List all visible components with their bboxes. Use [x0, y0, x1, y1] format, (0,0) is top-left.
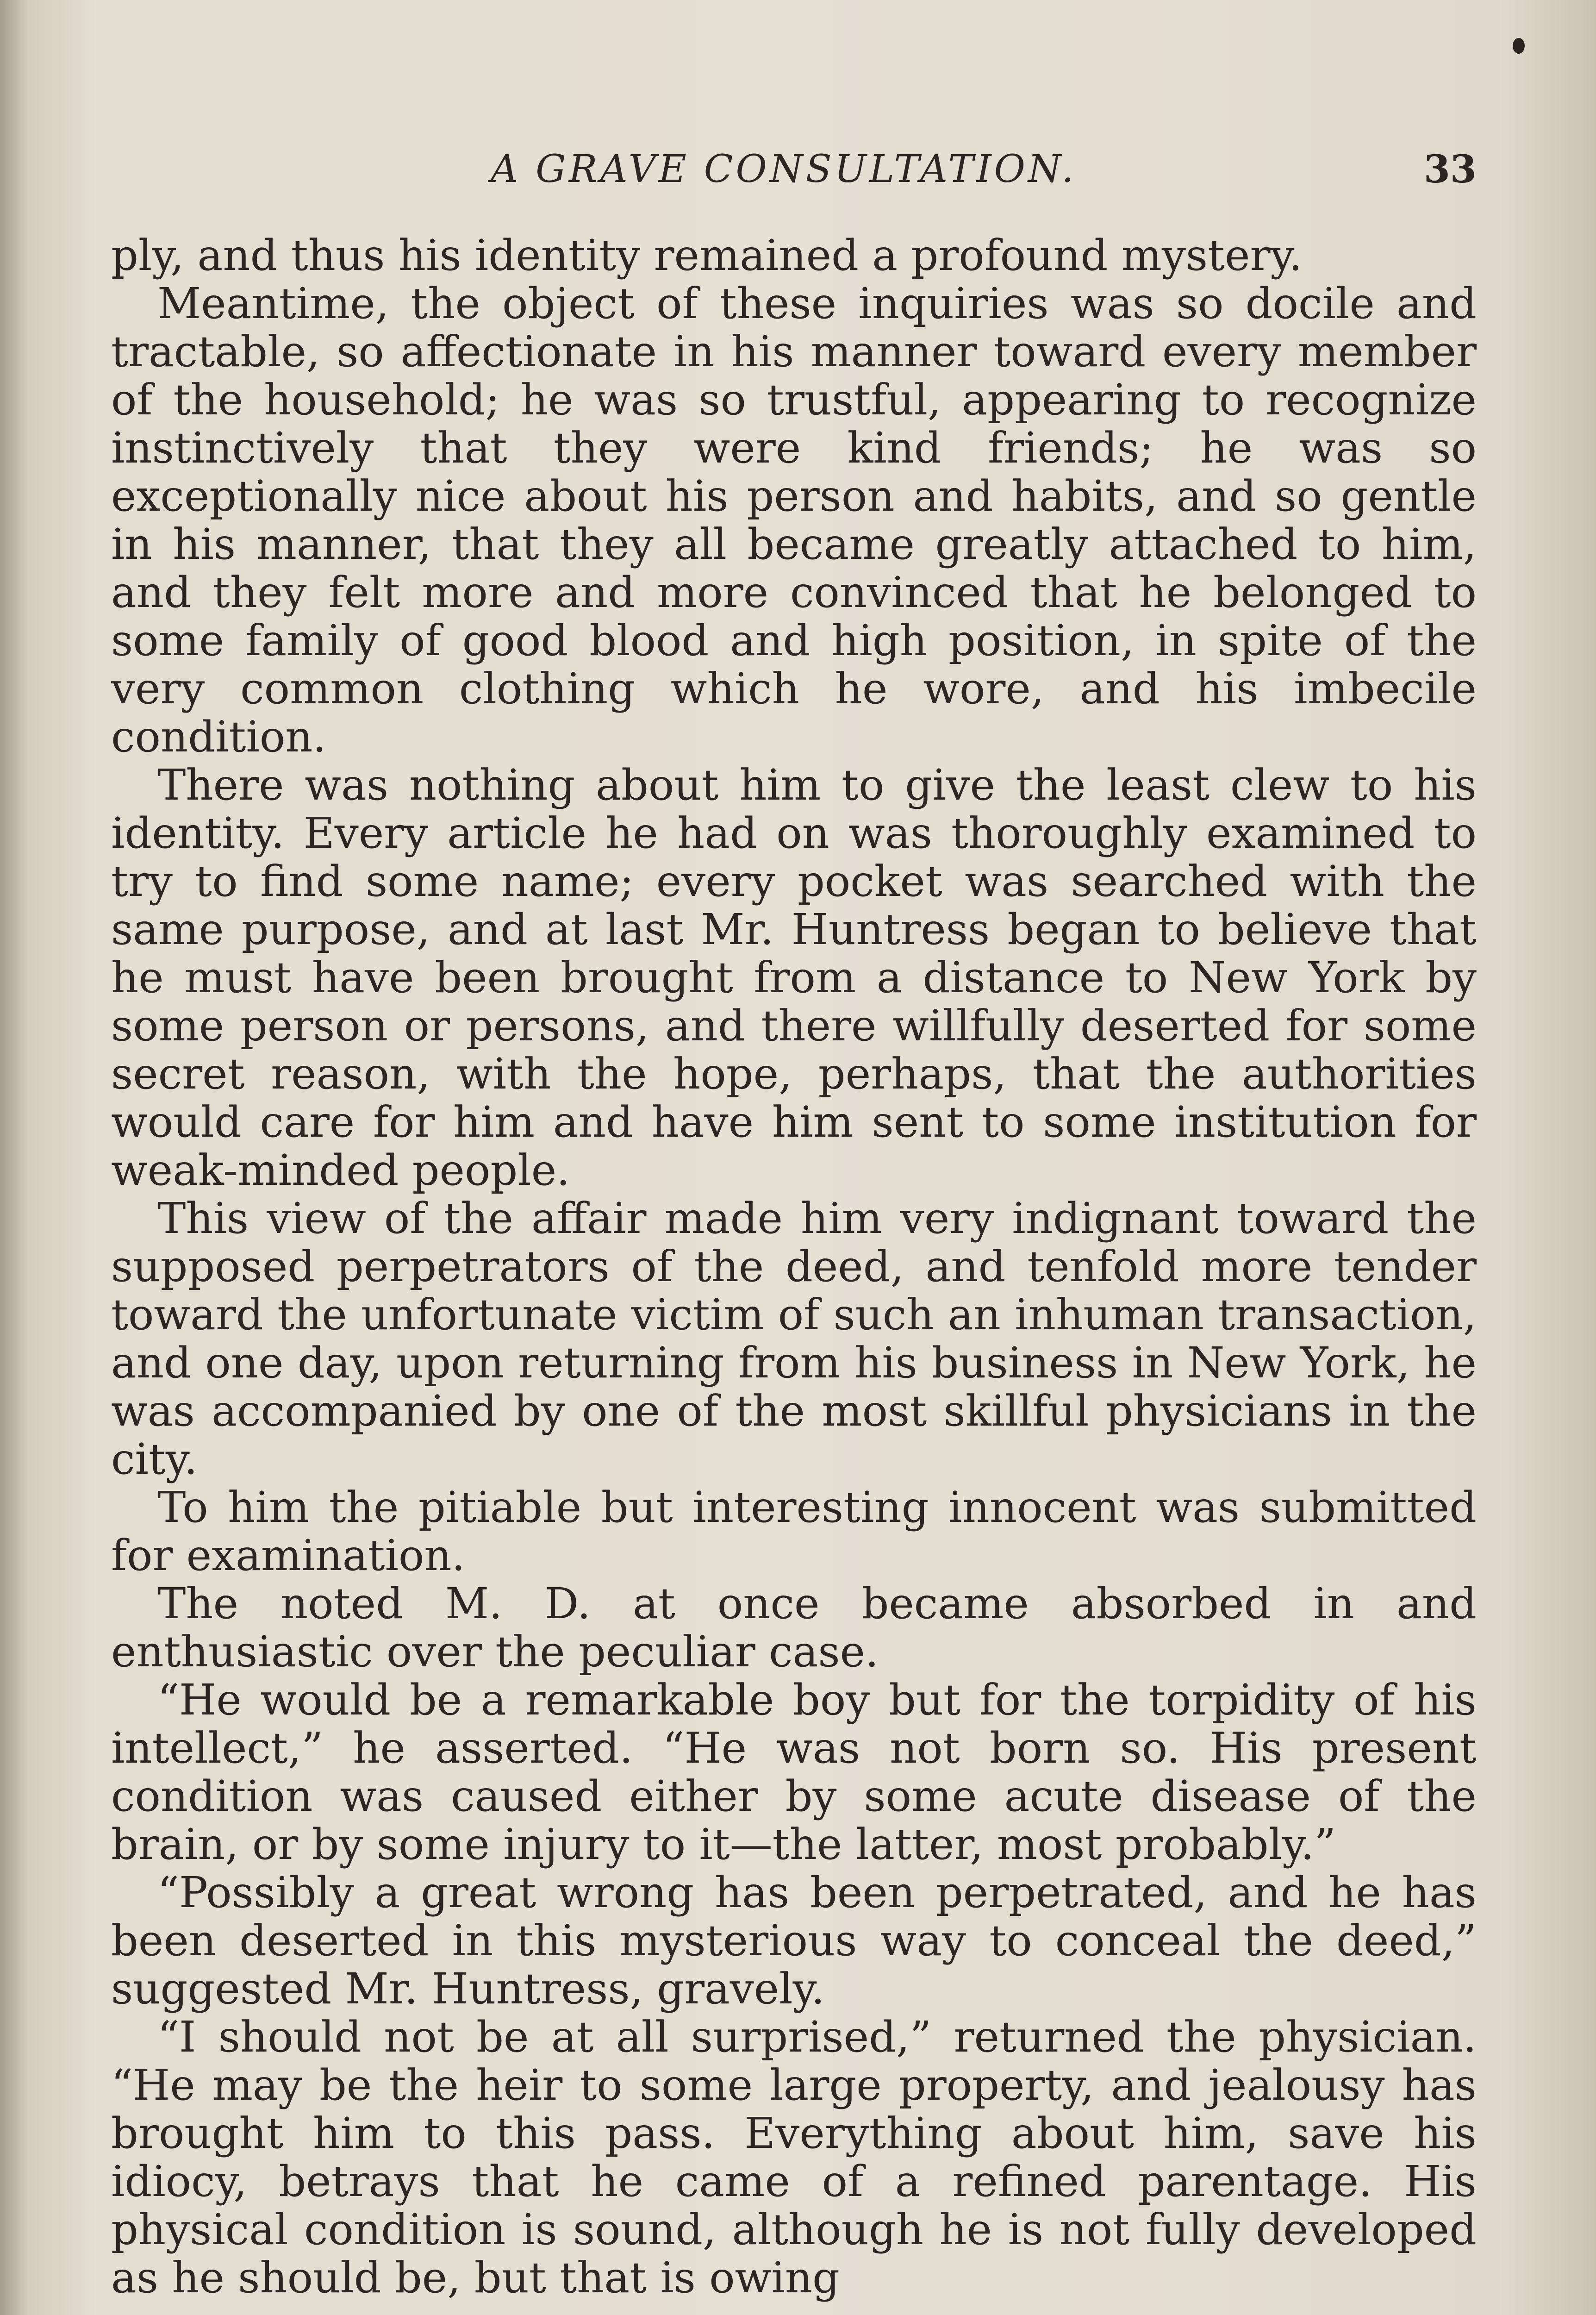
ink-spot — [1513, 38, 1525, 54]
page-number: 33 — [1423, 147, 1477, 192]
paragraph: Meantime, the object of these inquiries was so docile and tractable, so affectionate in his manner toward every member of the household; he was so trustful, appearing to recognize instinctively that they were kind friends; he was so exceptionally nice about his person and habits, and so gentle in his manner, that they all became greatly attached to him, and they felt more and more convinced that he belonged to some family of good blood and high position, in spite of the very common clothing which he wore, and his imbecile condition. — [111, 279, 1477, 762]
paragraph: “He would be a remarkable boy but for the torpidity of his intellect,” he asserted. “He was not born so. His present condition was caused either by some acute disease of the brain, or by some injury to it—the latter, most probably.” — [111, 1675, 1477, 1869]
paragraph: ply, and thus his identity remained a profound mystery. — [111, 232, 1303, 280]
paragraph: “I should not be at all surprised,” returned the physician. “He may be the heir to some large property, and jealousy has brought him to this pass. Everything about him, save his idiocy, betrays that he came of a refined parentage. His physical condition is sound, although he is not fully developed as he should be, but that is owing — [111, 2012, 1477, 2302]
body-text — [111, 232, 1477, 2315]
spine-shadow — [0, 0, 28, 2315]
paragraph: “Possibly a great wrong has been perpetrated, and he has been deserted in this mysterious way to conceal the deed,” suggested Mr. Huntress, gravely. — [111, 1868, 1477, 2014]
chapter-title: A GRAVE CONSULTATION. — [491, 147, 1077, 191]
paragraph: The noted M. D. at once became absorbed in and enthusiastic over the peculiar case. — [111, 1579, 1477, 1677]
paragraph: This view of the affair made him very indignant toward the supposed perpetrators of the deed, and tenfold more tender toward the unfortunate victim of such an inhuman transaction, and one day, upon returning from his business in New York, he was accompanied by one of the most skillful physicians in the city. — [111, 1194, 1477, 1484]
paragraph: To him the pitiable but interesting innocent was submitted for examination. — [111, 1483, 1477, 1580]
paragraph: There was nothing about him to give the least clew to his identity. Every article he had on was thoroughly examined to try to find some name; every pocket was searched with the same purpose, and at last Mr. Huntress began to believe that he must have been brought from a distance to New York by some person or persons, and there willfully deserted for some secret reason, with the hope, perhaps, that the authorities would care for him and have him sent to some institution for weak-minded people. — [111, 760, 1477, 1195]
running-head — [111, 147, 1477, 203]
